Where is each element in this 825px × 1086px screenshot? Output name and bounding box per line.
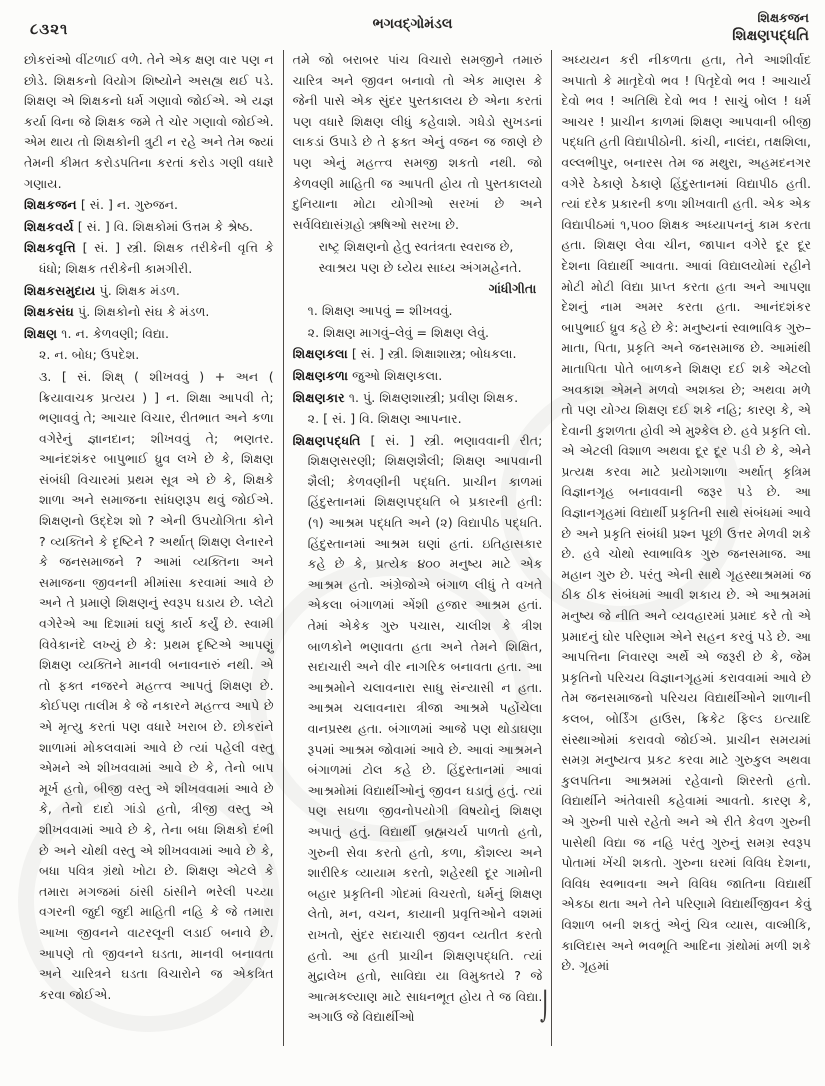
entry-headword: શિક્ષણ (24, 325, 58, 341)
column-3 (559, 50, 813, 1046)
sub-sense: ૨. ન. બોધ; ઉપદેશ. (39, 347, 140, 363)
column-divider (551, 50, 552, 1046)
body-paragraph: છોકરાંઓ વીંટળાઈ વળે. તેને એક ક્ષણ વાર પણ ન છોડે. શિક્ષકનો વિયોગ શિષ્યોને અસહ્ય થઈ પડે. શિક્ષણ એ શિક્ષકનો ધર્મ ગણાવો જોઈએ. એ યજ્ઞ કર્યા વિના જે શિક્ષક જમે તે ચોર ગણાવો જોઈએ. એમ થાય તો શિક્ષકોની ત્રુટી ન રહે અને તેમ જ્યાં તેમની કીમત કરોડપતિના કરતાં કરોડ ગણી વધારે ગણાય. (24, 52, 274, 191)
entry-headword: શિક્ષણકલા (292, 346, 348, 362)
sub-sense: ૧. શિક્ષણ આપવું = શીખવવું. (307, 303, 453, 319)
column-2 (291, 50, 545, 1046)
dictionary-entry: શિક્ષકવર્ય [ સં. ] વિ. શિક્ષકોમાં ઉત્તમ કે શ્રેષ્ઠ. (24, 218, 254, 234)
verse-attribution: ગાંધીગીતા (488, 280, 537, 296)
sub-sense: ૨. શિક્ષણ માગવું–લેવું = શિક્ષણ લેવું. (307, 324, 490, 340)
sub-sense: ૩. [ સં. શિક્ષ્ ( શીખવવું ) + અન ( ક્રિયાવાચક પ્રત્યય ) ] ન. શિક્ષા આપવી તે; ભણાવવું તે; આચાર વિચાર, રીતભાત અને કળા વગેરેનું જ્ઞાનદાન; શીખવવું તે; ભણતર. આનંદશંકર બાપુભાઈ ધ્રુવ લખે છે કે, શિક્ષણ સંબંધી વિચારમાં પ્રથમ સૂત્ર એ છે કે, શિક્ષકે શાળા અને સમાજના સાંધણરૂપ થવું જોઈએ. શિક્ષણનો ઉદ્દેશ શો ? એની ઉપયોગિતા કોને ? વ્યક્તિને કે દૃષ્ટિને ? અર્થાત્ શિક્ષણ લેનારને કે જનસમાજને ? આમાં વ્યક્તિના અને સમાજના જીવનની મીમાંસા કરવામાં આવે છે અને તે પ્રમાણે શિક્ષણનું સ્વરૂપ ઘડાય છે. પ્લેટો વગેરેએ આ દિશામાં ઘણું કાર્ય કર્યું છે. સ્વામી વિવેકાનંદે લખ્યું છે કે: પ્રથમ દૃષ્ટિએ આપણું શિક્ષણ વ્યક્તિને માનવી બનાવનારું નથી. એ તો ફક્ત નજરને મહત્ત્વ આપતું શિક્ષણ છે. કોઈપણ તાલીમ કે જે નકારને મહત્ત્વ આપે છે એ મૃત્યુ કરતાં પણ વધારે ખરાબ છે. છોકરાંને શાળામાં મોકલવામાં આવે છે ત્યાં પહેલી વસ્તુ એમને એ શીખવવામાં આવે છે કે, તેનો બાપ મૂર્ખ હતો, બીજી વસ્તુ એ શીખવવામાં આવે છે કે, તેનો દાદો ગાંડો હતો, ત્રીજી વસ્તુ એ શીખવવામાં આવે છે કે, તેના બધા શિક્ષકો દંભી છે અને ચોથી વસ્તુ એ શીખવવામાં આવે છે કે, બધા પવિત્ર ગ્રંથો ખોટા છે. શિક્ષણ એટલે કે તમારા મગજમાં ઠાંસી ઠાંસીને ભરેલી પચ્યા વગરની જુદી જુદી માહિતી નહિ કે જે તમારા આખા જીવનને વાટરલૂની લડાઈ બનાવે છે. આપણે તો જીવનને ઘડતા, માનવી બનાવતા અને ચારિત્રને ઘડતા વિચારોને જ એકત્રિત કરવા જોઈએ. (39, 368, 274, 1002)
entry-headword: શિક્ષકવર્ય (24, 218, 74, 234)
guide-word-top: શિક્ષકજન (757, 10, 809, 25)
entry-headword: શિક્ષણપદ્ધતિ (292, 432, 361, 448)
entry-headword: શિક્ષકવૃત્તિ (24, 240, 76, 256)
dictionary-entry: શિક્ષકવૃત્તિ [ સં. ] સ્ત્રી. શિક્ષક તરીકેની વૃત્તિ કે ધંધો; શિક્ષક તરીકેની કામગીરી. (24, 240, 274, 276)
entry-headword: શિક્ષણકાર (292, 389, 345, 405)
scan-bracket-artifact: ⌡ (540, 989, 551, 1023)
dictionary-entry: શિક્ષકજન [ સં. ] ન. ગુરુજન. (24, 197, 179, 213)
entry-headword: શિક્ષકસંઘ (24, 304, 75, 320)
dictionary-entry: શિક્ષણકાર ૧. પું. શિક્ષણશાસ્ત્રી; પ્રવીણ શિક્ષક. (292, 389, 519, 405)
verse-line: રાષ્ટ્ર શિક્ષણનો હેતુ સ્વતંત્રતા સ્વરાજ છે, (318, 239, 514, 255)
entry-headword: શિક્ષણકળા (292, 367, 349, 383)
body-paragraph: તમે જો બરાબર પાંચ વિચારો સમજીને તમારું ચારિત્ર અને જીવન બનાવો તો એક માણસ કે જેની પાસે એક સુંદર પુસ્તકાલય છે એના કરતાં પણ વધારે શિક્ષણ લીધું કહેવાશે. ગધેડો સુખડનાં લાકડાં ઉપાડે છે તે ફક્ત એનું વજન જ જાણે છે પણ એનું મહત્ત્વ સમજી શકતો નથી. જો કેળવણી માહિતી જ આપતી હોય તો પુસ્તકાલયો દુનિયાના મોટા યોગીઓ સરખાં છે અને સર્વવિદ્યાસંગ્રહો ઋષિઓ સરખા છે. (292, 52, 543, 232)
page-number: ૮૩૨૧ (30, 20, 69, 38)
verse-line: સ્વાશ્રય પણ છે ધ્યેય સાધ્ય અંગમહેનતે. (318, 259, 522, 275)
page-header (0, 8, 825, 50)
column-divider (283, 50, 284, 1046)
sub-sense: ૨. [ સં. ] વિ. શિક્ષણ આપનાર. (307, 411, 462, 427)
dictionary-entry: શિક્ષણપદ્ધતિ [ સં. ] સ્ત્રી. ભણાવવાની રીત; શિક્ષણસરણી; શિક્ષણશૈલી; શિક્ષણ આપવાની શૈલી; કેળવણીની પદ્ધતિ. પ્રાચીન કાળમાં હિંદુસ્તાનમાં શિક્ષણપદ્ધતિ બે પ્રકારની હતી: (૧) આશ્રમ પદ્ધતિ અને (૨) વિદ્યાપીઠ પદ્ધતિ. હિંદુસ્તાનમાં આશ્રમ ઘણાં હતાં. ઇતિહાસકાર કહે છે કે, પ્રત્યેક ૪૦૦ મનુષ્ય માટે એક આશ્રમ હતો. અંગ્રેજોએ બંગાળ લીધું તે વખતે એકલા બંગાળમાં એંશી હજાર આશ્રમ હતાં. તેમાં એકેક ગુરુ પચાસ, ચાલીશ કે ત્રીશ બાળકોને ભણાવતા હતા અને તેમને શિક્ષિત, સદાચારી અને વીર નાગરિક બનાવતા હતા. આ આશ્રમોને ચલાવનારા સાધુ સંન્યાસી ન હતા. આશ્રમ ચલાવનારા ત્રીજા આશ્રમે પહોંચેલા વાનપ્રસ્થ હતા. બંગાળમાં આજે પણ થોડાઘણા રૂપમાં આશ્રમ જોવામાં આવે છે. આવાં આશ્રમને બંગાળમાં ટોલ કહે છે. હિંદુસ્તાનમાં આવાં આશ્રમોમાં વિદ્યાર્થીઓનું જીવન ઘડાતું હતું. ત્યાં પણ સઘળા જીવનોપયોગી વિષયોનું શિક્ષણ અપાતું હતું. વિદ્યાર્થી બ્રહ્મચર્ય પાળતો હતો, ગુરુની સેવા કરતો હતો, કળા, કૌશલ્ય અને શારીરિક વ્યાયામ કરતો, શહેરથી દૂર ગામોની બહાર પ્રકૃતિની ગોદમાં વિચરતો, ધર્મનું શિક્ષણ લેતો, મન, વચન, કાયાની પ્રવૃત્તિઓને વશમાં રાખતો, સુંદર સદાચારી જીવન વ્યતીત કરતો હતો. આ હતી પ્રાચીન શિક્ષણપદ્ધતિ. ત્યાં મુદ્રાલેખ હતો, સાવિદ્યા યા વિમુક્તયે ? જે આત્મકલ્યાણ માટે સાધનભૂત હોય તે જ વિદ્યા. અગાઉ જે વિદ્યાર્થીઓ (292, 432, 543, 1025)
column-1 (22, 50, 276, 1046)
dictionary-entry: શિક્ષણ ૧. ન. કેળવણી; વિદ્યા. (24, 325, 169, 341)
guide-words (732, 8, 809, 46)
dictionary-entry: શિક્ષણકળા જુઓ શિક્ષણકલા. (292, 367, 443, 383)
dictionary-entry: શિક્ષણકલા [ સં. ] સ્ત્રી. શિક્ષાશાસ્ત્ર; બોધકલા. (292, 346, 517, 362)
text-columns (22, 50, 813, 1046)
dictionary-entry: શિક્ષકસંઘ પું. શિક્ષકોનો સંઘ કે મંડળ. (24, 304, 210, 320)
dictionary-entry: શિક્ષકસમુદાય પું. શિક્ષક મંડળ. (24, 282, 180, 298)
entry-headword: શિક્ષકસમુદાય (24, 282, 96, 298)
entry-headword: શિક્ષકજન (24, 197, 77, 213)
book-title: ભગવદ્ગોમંડલ (372, 16, 453, 32)
verse-quote (319, 237, 543, 299)
guide-word-bottom: શિક્ષણપદ્ધતિ (732, 28, 809, 44)
body-paragraph: અધ્યયન કરી નીકળતા હતા, તેને આશીર્વાદ અપાતો કે માતૃદેવો ભવ ! પિતૃદેવો ભવ ! આચાર્ય દેવો ભવ ! અતિથિ દેવો ભવ ! સાચું બોલ ! ધર્મ આચર ! પ્રાચીન કાળમાં શિક્ષણ આપવાની બીજી પદ્ધતિ હતી વિદ્યાપીઠોની. કાંચી, નાલંદા, તક્ષશિલા, વલ્લભીપુર, બનારસ તેમ જ મથુરા, અહમદનગર વગેરે ઠેકાણે ઠેકાણે હિંદુસ્તાનમાં વિદ્યાપીઠ હતી. ત્યાં દરેક પ્રકારની કળા શીખવાતી હતી. એક એક વિદ્યાપીઠમાં ૧,૫૦૦ શિક્ષક અધ્યાપનનું કામ કરતા હતા. શિક્ષણ લેવા ચીન, જાપાન વગેરે દૂર દૂર દેશના વિદ્યાર્થી આવતા. આવાં વિદ્યાલયોમાં રહીને મોટી મોટી વિદ્યા પ્રાપ્ત કરતા હતા અને આપણા દેશનું નામ અમર કરતા હતા. આનંદશંકર બાપુભાઈ ધ્રુવ કહે છે કે: મનુષ્યનાં સ્વાભાવિક ગુરુ–માતા, પિતા, પ્રકૃતિ અને જનસમાજ છે. આમાંથી માતાપિતા પોતે બાળકને શિક્ષણ દઈ શકે એટલો અવકાશ એમને મળવો અશક્ય છે; અથવા મળે તો પણ યોગ્ય શિક્ષણ દઈ શકે નહિ; કારણ કે, એ દેવાની કુશળતા હોવી એ મુશ્કેલ છે. હવે પ્રકૃતિ લો. એ એટલી વિશાળ અથવા દૂર દૂર પડી છે કે, એને પ્રત્યક્ષ કરવા માટે પ્રયોગશાળા અર્થાત્ કૃત્રિમ વિજ્ઞાનગૃહ બનાવવાની જરૂર પડે છે. આ વિજ્ઞાનગૃહમાં વિદ્યાર્થી પ્રકૃતિની સાથે સંબંધમાં આવે છે અને પ્રકૃતિ સંબંધી પ્રશ્ન પૂછી ઉત્તર મેળવી શકે છે. હવે ચોથો સ્વાભાવિક ગુરુ જનસમાજ. આ મહાન ગુરુ છે. પરંતુ એની સાથે ગૃહસ્થાશ્રમમાં જ ઠીક ઠીક સંબંધમાં આવી શકાય છે. એ આશ્રમમાં મનુષ્ય જે નીતિ અને વ્યવહારમાં પ્રમાદ કરે તો એ પ્રમાદનું ઘોર પરિણામ એને સહન કરવું પડે છે. આ આપત્તિના નિવારણ અર્થે એ જરૂરી છે કે, જેમ પ્રકૃતિનો પરિચય વિજ્ઞાનગૃહમાં કરાવવામાં આવે છે તેમ જનસમાજનો પરિચય વિદ્યાર્થીઓને શાળાની કલબ, બોર્ડિંગ હાઉસ, ક્રિકેટ ફિલ્ડ ઇત્યાદિ સંસ્થાઓમાં કરાવવો જોઈએ. પ્રાચીન સમયમાં સમગ્ર મનુષ્યત્વ પ્રકટ કરવા માટે ગુરુકુલ અથવા કુલપતિના આશ્રમમાં રહેવાનો શિરસ્તો હતો. વિદ્યાર્થીને અંતેવાસી કહેવામાં આવતો. કારણ કે, એ ગુરુની પાસે રહેતો અને એ રીતે કેવળ ગુરુની પાસેથી વિદ્યા જ નહિ પરંતુ ગુરુનું સમગ્ર સ્વરૂપ પોતામાં ખેંચી શકતો. ગુરુના ઘરમાં વિવિધ દેશના, વિવિધ સ્વભાવના અને વિવિધ જાતિના વિદ્યાર્થી એકઠા થતા અને તેને પરિણામે વિદ્યાર્થીજીવન કેવું વિશાળ બની શકતું એનું ચિત્ર વ્યાસ, વાલ્મીકિ, કાલિદાસ અને ભવભૂતિ આદિના ગ્રંથોમાં મળી શકે છે. ગૃહમાં (561, 52, 812, 974)
